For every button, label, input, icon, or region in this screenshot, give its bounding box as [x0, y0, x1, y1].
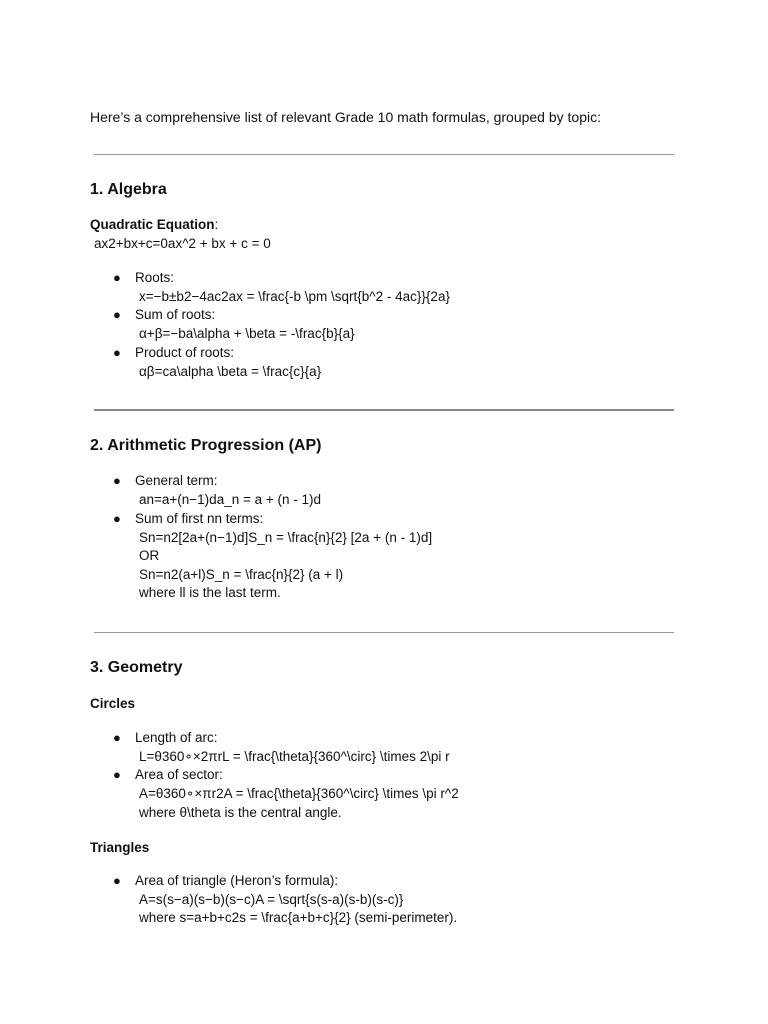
list-item-general-term-label: General term:: [135, 473, 218, 488]
divider: [94, 409, 674, 411]
list-item-sum-of-terms-label: Sum of first nn terms:: [135, 511, 264, 526]
quadratic-equation-label: Quadratic Equation: [90, 217, 215, 232]
list-item-central-angle-note: where θ\theta is the central angle.: [139, 805, 342, 820]
list-item-sum-of-roots-formula: α+β=−ba\alpha + \beta = -\frac{b}{a}: [139, 326, 355, 341]
bullet-icon: ●: [113, 270, 121, 285]
bullet-icon: ●: [113, 730, 121, 745]
divider: [94, 154, 674, 155]
quadratic-equation-colon: :: [214, 217, 219, 232]
list-item-roots-formula: x=−b±b2−4ac2ax = \frac{-b \pm \sqrt{b^2 - 4ac}}{2a}: [139, 289, 450, 304]
list-item-product-of-roots-formula: αβ=ca\alpha \beta = \frac{c}{a}: [139, 364, 322, 379]
list-item-sum-of-roots-label: Sum of roots:: [135, 307, 216, 322]
intro-text: Here’s a comprehensive list of relevant Grade 10 math formulas, grouped by topic:: [90, 109, 601, 125]
bullet-icon: ●: [113, 873, 121, 888]
bullet-icon: ●: [113, 473, 121, 488]
bullet-icon: ●: [113, 345, 121, 360]
list-item-or-text: OR: [139, 548, 160, 563]
list-item-product-of-roots-label: Product of roots:: [135, 345, 235, 360]
subheading-triangles: Triangles: [90, 840, 150, 855]
list-item-general-term-formula: an=a+(n−1)da_n = a + (n - 1)d: [139, 492, 322, 507]
list-item-last-term-note: where ll is the last term.: [139, 585, 281, 600]
section-heading-algebra: 1. Algebra: [90, 181, 167, 198]
quadratic-equation-line: [90, 216, 218, 234]
quadratic-equation-formula: ax2+bx+c=0ax^2 + bx + c = 0: [94, 236, 271, 251]
bullet-icon: ●: [113, 767, 121, 782]
list-item-sum-formula-1: Sn=n2[2a+(n−1)d]S_n = \frac{n}{2} [2a + (n - 1)d]: [139, 530, 433, 545]
list-item-sector-area-label: Area of sector:: [135, 767, 223, 782]
list-item-sector-area-formula: A=θ360∘×πr2A = \frac{\theta}{360^\circ} \times \pi r^2: [139, 786, 459, 801]
bullet-icon: ●: [113, 511, 121, 526]
section-heading-geometry: 3. Geometry: [90, 659, 183, 676]
section-heading-ap: 2. Arithmetic Progression (AP): [90, 437, 322, 454]
list-item-arc-length-label: Length of arc:: [135, 730, 218, 745]
list-item-arc-length-formula: L=θ360∘×2πrL = \frac{\theta}{360^\circ} \times 2\pi r: [139, 749, 450, 764]
list-item-heron-formula: A=s(s−a)(s−b)(s−c)A = \sqrt{s(s-a)(s-b)(s-c)}: [139, 892, 404, 907]
list-item-semi-perimeter-note: where s=a+b+c2s = \frac{a+b+c}{2} (semi-perimeter).: [139, 910, 458, 925]
list-item-heron-label: Area of triangle (Heron’s formula):: [135, 873, 339, 888]
subheading-circles: Circles: [90, 696, 136, 711]
list-item-roots-label: Roots:: [135, 270, 175, 285]
divider: [94, 632, 674, 633]
bullet-icon: ●: [113, 307, 121, 322]
list-item-sum-formula-2: Sn=n2(a+l)S_n = \frac{n}{2} (a + l): [139, 567, 344, 582]
